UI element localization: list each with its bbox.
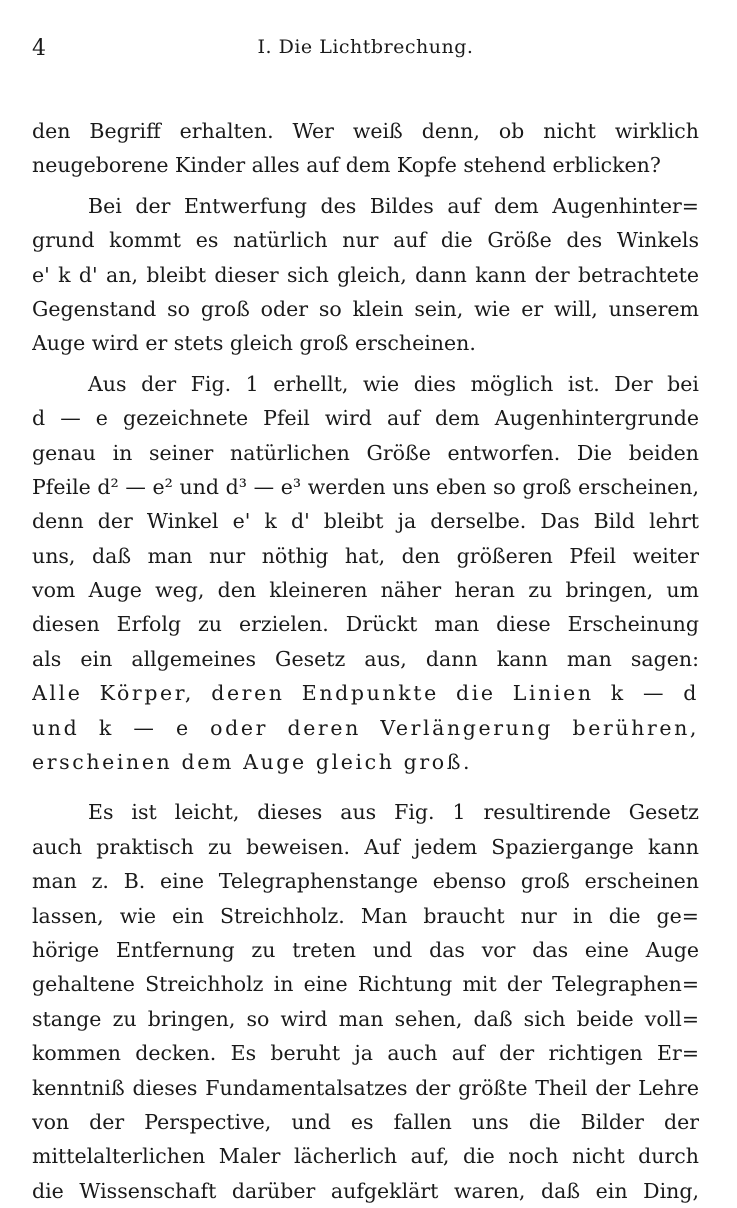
- page-header: [32, 28, 699, 66]
- text-line: lassen, wie ein Streichholz. Man braucht nur in die ge=: [32, 903, 699, 928]
- text-line: Pfeile d² — e² und d³ — e³ werden uns eben so groß erscheinen,: [32, 474, 699, 499]
- text-line: hörige Entfernung zu treten und das vor das eine Auge: [32, 937, 699, 962]
- body-text: [32, 114, 699, 1208]
- text-line: von der Perspective, und es fallen uns die Bilder der: [32, 1109, 699, 1134]
- text-line: man z. B. eine Telegraphenstange ebenso groß erscheinen: [32, 869, 699, 894]
- emphasized-text-line: erscheinen dem Auge gleich groß.: [32, 750, 473, 775]
- text-line: als ein allgemeines Gesetz aus, dann kann man sagen:: [32, 646, 699, 671]
- text-line: die Wissenschaft darüber aufgeklärt waren, daß ein Ding,: [32, 1178, 699, 1203]
- text-line: neugeborene Kinder alles auf dem Kopfe stehend erblicken?: [32, 153, 661, 178]
- text-line: stange zu bringen, so wird man sehen, daß sich beide voll=: [32, 1006, 699, 1031]
- text-line: genau in seiner natürlichen Größe entworfen. Die beiden: [32, 440, 699, 465]
- emphasized-text-line: Alle Körper, deren Endpunkte die Linien k — d: [32, 681, 699, 706]
- text-line: mittelalterlichen Maler lächerlich auf, die noch nicht durch: [32, 1144, 699, 1169]
- text-line: kenntniß dieses Fundamentalsatzes der größte Theil der Lehre: [32, 1075, 699, 1100]
- text-line: diesen Erfolg zu erzielen. Drückt man diese Erscheinung: [32, 612, 699, 637]
- text-line: d — e gezeichnete Pfeil wird auf dem Augenhintergrunde: [32, 406, 699, 431]
- text-line: Aus der Fig. 1 erhellt, wie dies möglich ist. Der bei: [88, 371, 699, 396]
- text-line: den Begriff erhalten. Wer weiß denn, ob nicht wirklich: [32, 119, 699, 143]
- paragraph-2: [32, 189, 699, 361]
- paragraph-3: [32, 367, 699, 780]
- text-line: Bei der Entwerfung des Bildes auf dem Augenhinter=: [88, 193, 699, 218]
- text-line: denn der Winkel e' k d' bleibt ja derselbe. Das Bild lehrt: [32, 509, 699, 534]
- paragraph-1: [32, 114, 699, 183]
- emphasized-text-line: und k — e oder deren Verlängerung berühren,: [32, 715, 699, 740]
- text-line: kommen decken. Es beruht ja auch auf der richtigen Er=: [32, 1041, 699, 1066]
- paragraph-4: [32, 795, 699, 1208]
- text-line: Es ist leicht, dieses aus Fig. 1 resultirende Gesetz: [88, 800, 699, 825]
- text-line: Auge wird er stets gleich groß erscheinen.: [32, 331, 476, 356]
- page-number: 4: [32, 36, 46, 61]
- text-line: e' k d' an, bleibt dieser sich gleich, dann kann der betrachtete: [32, 262, 699, 287]
- text-line: auch praktisch zu beweisen. Auf jedem Spaziergange kann: [32, 834, 699, 859]
- text-line: uns, daß man nur nöthig hat, den größeren Pfeil weiter: [32, 543, 699, 568]
- text-line: Gegenstand so groß oder so klein sein, wie er will, unserem: [32, 296, 699, 321]
- text-line: gehaltene Streichholz in eine Richtung mit der Telegraphen=: [32, 972, 699, 997]
- text-line: grund kommt es natürlich nur auf die Größe des Winkels: [32, 228, 699, 253]
- running-title: I. Die Lichtbrechung.: [257, 36, 474, 58]
- text-line: vom Auge weg, den kleineren näher heran zu bringen, um: [32, 578, 699, 603]
